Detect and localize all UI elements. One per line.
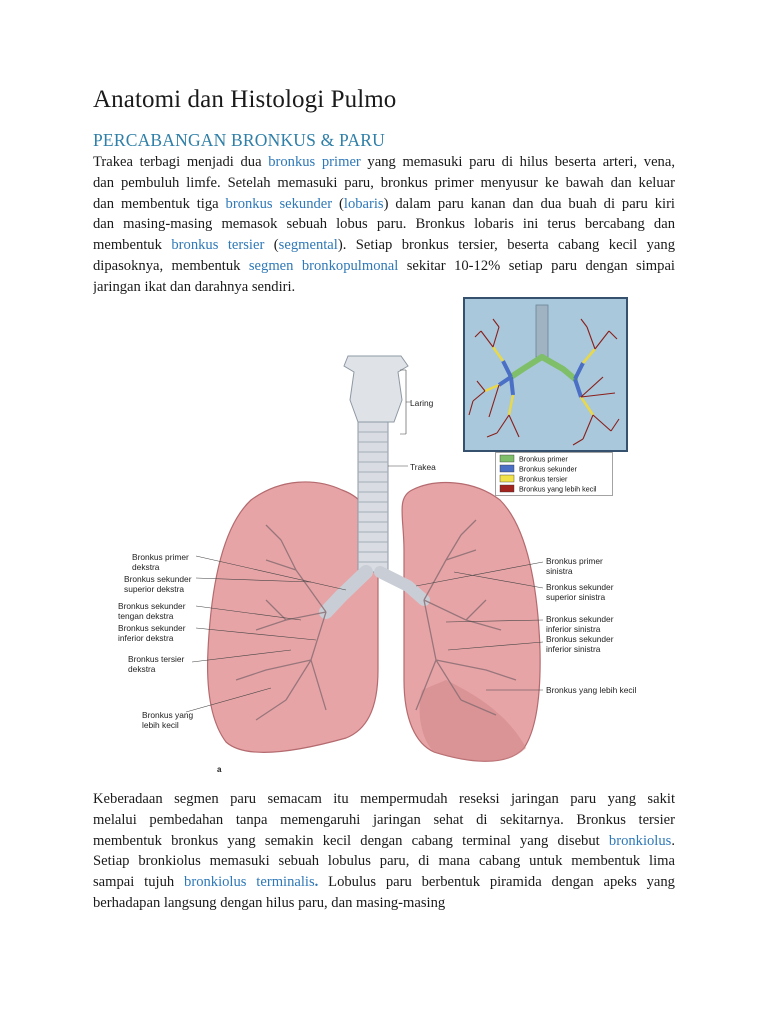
p2-line-5: sampai tujuh bronkiolus terminalis. Lobulus paru berbentuk piramida dengan apeks yang — [93, 874, 675, 891]
label-bronkus-yang-lebih-kecil-sinistra: Bronkus yang lebih kecil — [546, 685, 637, 695]
label-bronkus-primer-sinistra-2: sinistra — [546, 566, 573, 576]
paragraph-2 — [93, 789, 675, 914]
term-bronkus-sekunder: bronkus sekunder — [225, 195, 333, 212]
larynx — [344, 356, 408, 422]
label-bronkus-sekunder-tengan-dekstra-1: Bronkus sekunder — [118, 601, 186, 611]
label-bronkus-sekunder-superior-sinistra-2: superior sinistra — [546, 592, 606, 602]
label-bronkus-primer-dekstra-2: dekstra — [132, 562, 160, 572]
label-bronkus-tersier-dekstra-1: Bronkus tersier — [128, 654, 185, 664]
label-bronkus-sekunder-inferior-sinistra-b1: Bronkus sekunder — [546, 634, 614, 644]
legend-label-kecil: Bronkus yang lebih kecil — [519, 484, 597, 494]
p2-line-2: melalui pembedahan tanpa memengaruhi jaringan sehat di sekitarnya. Bronkus tersier — [93, 811, 675, 828]
legend-label-sekunder: Bronkus sekunder — [519, 464, 577, 474]
page-title: Anatomi dan Histologi Pulmo — [93, 86, 397, 113]
term-segmen-bronkopulmonal: segmen bronkopulmonal — [248, 257, 399, 274]
p1-line-7: jaringan ikat dan darahnya sendiri. — [93, 278, 296, 295]
section-heading: PERCABANGAN BRONKUS & PARU — [93, 130, 385, 150]
trachea — [358, 422, 388, 572]
label-laring: Laring — [410, 398, 434, 408]
label-bronkus-primer-dekstra-1: Bronkus primer — [132, 552, 189, 562]
right-lung — [208, 482, 378, 752]
paragraph-1 — [93, 152, 675, 298]
term-bronkus-tersier: bronkus tersier — [171, 237, 265, 254]
p2-line-6: berhadapan langsung dengan hilus paru, dan masing-masing — [93, 894, 446, 911]
label-bronkus-yang-lebih-kecil-1: Bronkus yang — [142, 710, 194, 720]
label-bronkus-sekunder-inferior-dekstra-1: Bronkus sekunder — [118, 623, 186, 633]
label-bronkus-sekunder-inferior-sinistra-b2: inferior sinistra — [546, 644, 601, 654]
figure-a-lungs-illustration — [116, 350, 656, 780]
term-lobaris: lobaris — [343, 195, 384, 212]
legend-label-tersier: Bronkus tersier — [519, 474, 568, 484]
label-bronkus-sekunder-inferior-sinistra-a1: Bronkus sekunder — [546, 614, 614, 624]
label-trakea: Trakea — [410, 462, 436, 472]
label-bronkus-sekunder-superior-dekstra-1: Bronkus sekunder — [124, 574, 192, 584]
p2-line-4: Setiap bronkiolus memasuki sebuah lobulus paru, di mana cabang untuk membentuk lima — [93, 853, 675, 870]
p2-line-3: membentuk bronkus yang semakin kecil dengan cabang terminal yang disebut bronkiolus. — [93, 832, 675, 849]
term-bronkus-primer: bronkus primer — [268, 154, 361, 170]
term-segmental: segmental — [278, 237, 338, 254]
figure-a-panel-label: a — [217, 765, 222, 774]
p1-line-2: dan pembuluh limfe. Setelah memasuki paru, bronkus primer menyusur ke bawah dan keluar — [93, 174, 675, 191]
p1-line-1: Trakea terbagi menjadi dua bronkus primer yang memasuki paru di hilus beserta arteri, vena, — [93, 154, 675, 170]
label-bronkus-sekunder-inferior-sinistra-a2: inferior sinistra — [546, 624, 601, 634]
term-bronkiolus-terminalis: bronkiolus terminalis — [184, 874, 315, 891]
p2-line-1: Keberadaan segmen paru semacam itu mempermudah reseksi jaringan paru yang sakit — [93, 791, 675, 807]
label-bronkus-yang-lebih-kecil-2: lebih kecil — [142, 720, 179, 730]
term-bronkiolus: bronkiolus — [608, 832, 672, 849]
p1-line-3: dan membentuk tiga bronkus sekunder (lobaris) dalam paru kanan dan dua buah di paru kiri — [93, 195, 675, 212]
label-bronkus-sekunder-tengan-dekstra-2: tengan dekstra — [118, 611, 174, 621]
label-bronkus-sekunder-inferior-dekstra-2: inferior dekstra — [118, 633, 174, 643]
label-bronkus-sekunder-superior-sinistra-1: Bronkus sekunder — [546, 582, 614, 592]
p1-line-5: membentuk bronkus tersier (segmental). Setiap bronkus tersier, beserta cabang kecil yang — [93, 237, 675, 254]
label-bronkus-sekunder-superior-dekstra-2: superior dekstra — [124, 584, 185, 594]
legend-label-primer: Bronkus primer — [519, 454, 568, 464]
label-bronkus-primer-sinistra-1: Bronkus primer — [546, 556, 603, 566]
p1-line-6: dipasoknya, membentuk segmen bronkopulmonal sekitar 10-12% setiap paru dengan simpai — [93, 257, 675, 274]
label-bronkus-tersier-dekstra-2: dekstra — [128, 664, 156, 674]
p1-line-4: dan masing-masing memasok sebuah lobus paru. Bronkus lobaris ini terus bercabang dan — [93, 216, 675, 233]
